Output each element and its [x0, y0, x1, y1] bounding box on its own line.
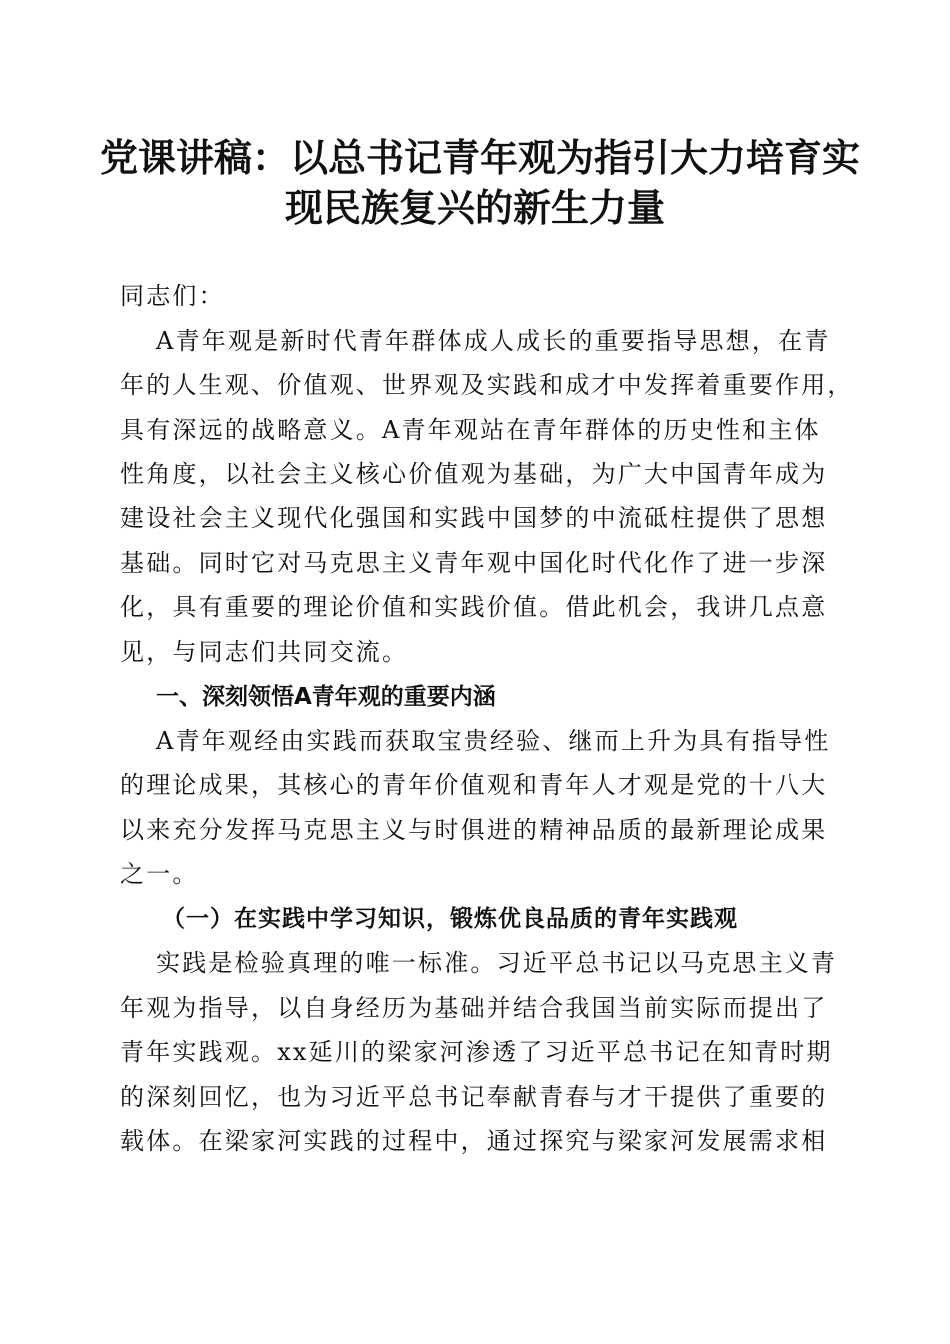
intro-line: 建设社会主义现代化强国和实践中国梦的中流砥柱提供了思想	[120, 504, 828, 532]
intro-line: 具有深远的战略意义。A青年观站在青年群体的历史性和主体	[120, 416, 821, 444]
document-title-line-1: 党课讲稿：以总书记青年观为指引大力培育实	[100, 135, 861, 180]
intro-line: 见，与同志们共同交流。	[120, 638, 409, 666]
section-1-heading: 一、深刻领悟A青年观的重要内涵	[156, 684, 496, 710]
subsection-1-line: 实践是检验真理的唯一标准。习近平总书记以马克思主义青	[156, 949, 838, 977]
intro-line: 基础。同时它对马克思主义青年观中国化时代化作了进一步深	[120, 549, 828, 577]
intro-line: 性角度，以社会主义核心价值观为基础，为广大中国青年成为	[120, 460, 828, 488]
section-1-line: 的理论成果，其核心的青年价值观和青年人才观是党的十八大	[120, 771, 828, 799]
section-1-line: A青年观经由实践而获取宝贵经验、继而上升为具有指导性	[156, 727, 831, 755]
intro-line: 年的人生观、价值观、世界观及实践和成才中发挥着重要作用，	[120, 371, 854, 399]
intro-line: 化，具有重要的理论价值和实践价值。借此机会，我讲几点意	[120, 593, 828, 621]
subsection-1-line: 年观为指导，以自身经历为基础并结合我国当前实际而提出了	[120, 994, 828, 1022]
section-1-line: 之一。	[120, 860, 199, 888]
intro-line: A青年观是新时代青年群体成人成长的重要指导思想，在青	[156, 327, 831, 355]
salutation: 同志们：	[120, 282, 225, 310]
subsection-1-line: 的深刻回忆，也为习近平总书记奉献青春与才干提供了重要的	[120, 1083, 828, 1111]
document-title-line-2: 现民族复兴的新生力量	[284, 185, 665, 230]
subsection-1-line: 载体。在梁家河实践的过程中，通过探究与梁家河发展需求相	[120, 1127, 828, 1155]
section-1-line: 以来充分发挥马克思主义与时俱进的精神品质的最新理论成果	[120, 816, 828, 844]
subsection-1-heading: （一）在实践中学习知识，锻炼优良品质的青年实践观	[162, 905, 738, 932]
subsection-1-line: 青年实践观。xx延川的梁家河渗透了习近平总书记在知青时期	[120, 1038, 833, 1066]
